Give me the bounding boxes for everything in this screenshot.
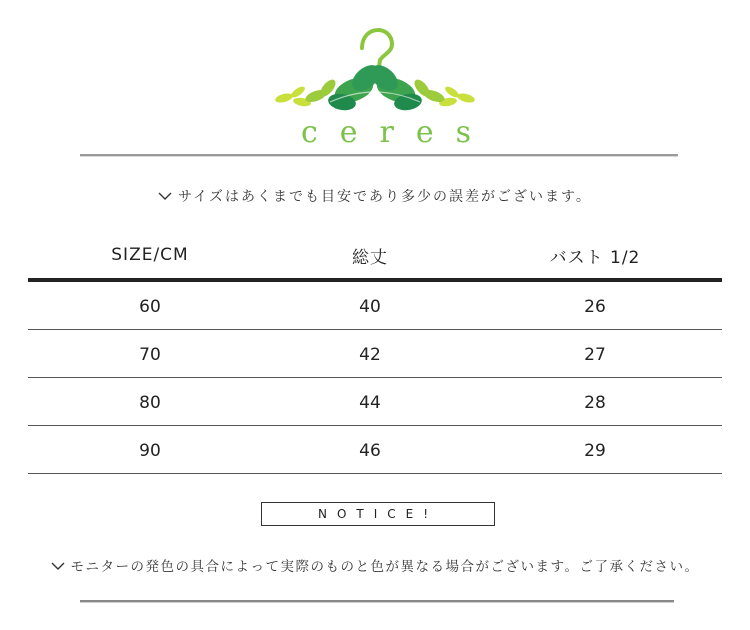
- divider-top-shadow: [80, 156, 678, 157]
- size-note-text: サイズはあくまでも目安であり多少の誤差がございます。: [178, 189, 592, 205]
- cell-size: 90: [28, 426, 272, 474]
- table-row: [28, 426, 722, 474]
- color-note: [0, 555, 750, 575]
- table-row: [28, 378, 722, 426]
- cell-length: 42: [272, 330, 468, 378]
- cell-bust: 28: [468, 378, 722, 426]
- cell-size: 70: [28, 330, 272, 378]
- cell-length: 44: [272, 378, 468, 426]
- cell-length: 40: [272, 280, 468, 330]
- chevron-down-icon: [51, 559, 65, 575]
- notice-label: NOTICE!: [261, 502, 495, 526]
- color-note-text: モニターの発色の具合によって実際のものと色が異なる場合がございます。ご了承ください。: [70, 559, 700, 575]
- brand-name: ceres: [300, 115, 494, 150]
- table-header-row: [28, 232, 722, 280]
- header-bust: バスト 1/2: [468, 232, 722, 280]
- cell-size: 80: [28, 378, 272, 426]
- cell-bust: 27: [468, 330, 722, 378]
- divider-bottom-shadow: [80, 602, 674, 603]
- size-table: [28, 232, 722, 474]
- cell-length: 46: [272, 426, 468, 474]
- header-size: SIZE/CM: [28, 232, 272, 280]
- table-row: [28, 330, 722, 378]
- chevron-down-icon: [158, 189, 172, 205]
- size-note: [0, 186, 750, 206]
- cell-size: 60: [28, 280, 272, 330]
- cell-bust: 26: [468, 280, 722, 330]
- table-row: [28, 280, 722, 330]
- cell-bust: 29: [468, 426, 722, 474]
- header-length: 総丈: [272, 232, 468, 280]
